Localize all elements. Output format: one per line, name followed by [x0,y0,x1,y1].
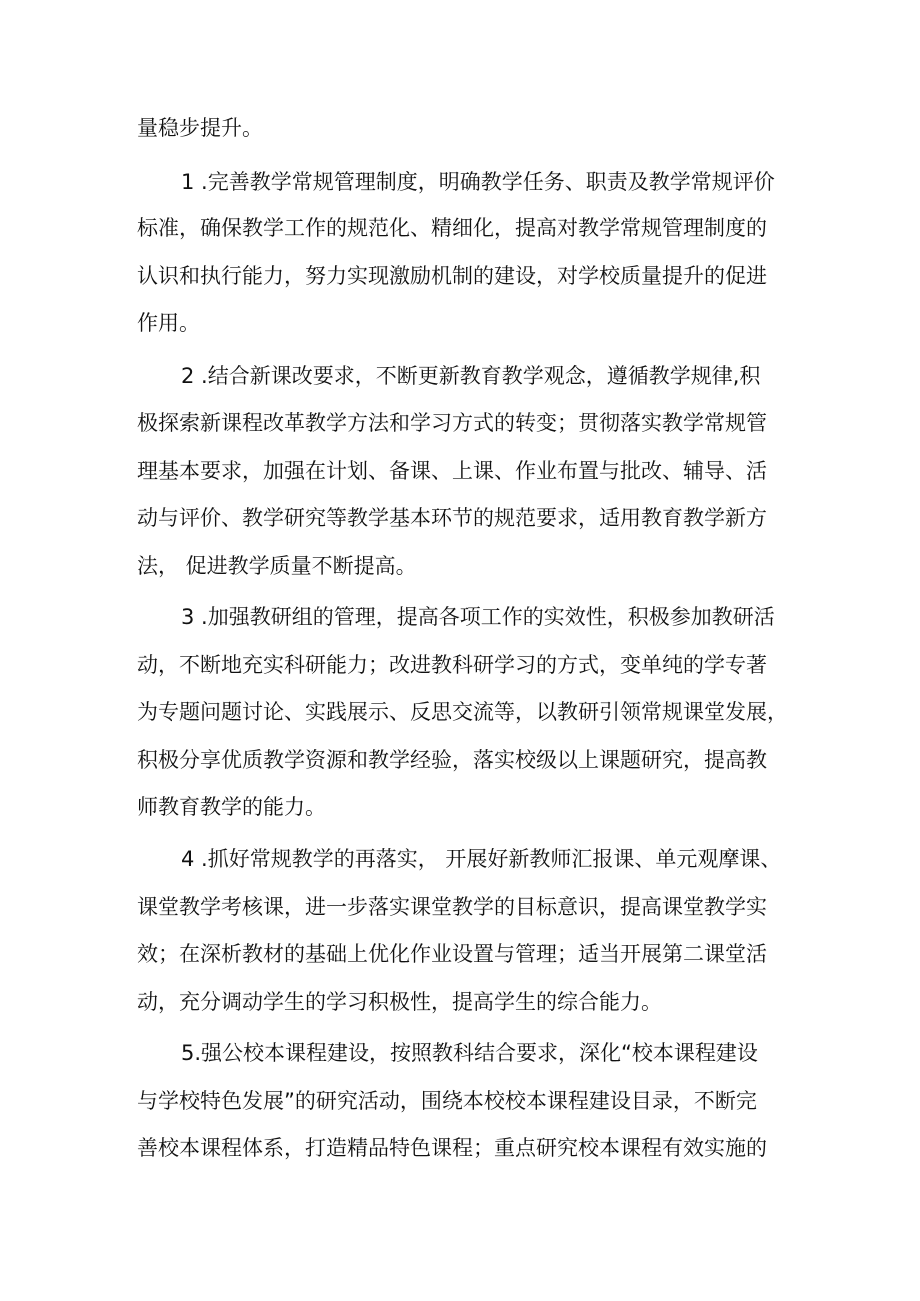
text-line: 积极分享优质教学资源和教学经验，落实校级以上课题研究，提高教 [137,748,767,772]
text-line: 动，不断地充实科研能力；改进教科研学习的方式，变单纯的学专著 [137,653,767,677]
text-line: 2 .结合新课改要求，不断更新教育教学观念，遵循教学规律,积 [181,364,761,388]
text-line: 动，充分调动学生的学习积极性，提高学生的综合能力。 [137,990,662,1014]
text-line: 量稳步提升。 [137,116,263,140]
text-line: 与学校特色发展”的研究活动，围绕本校校本课程建设目录，不断完 [137,1089,757,1113]
text-line: 为专题问题讨论、实践展示、反思交流等，以教研引领常规课堂发展， [137,700,788,724]
text-line: 善校本课程体系，打造精品特色课程；重点研究校本课程有效实施的 [137,1136,767,1160]
text-line: 1 .完善教学常规管理制度，明确教学任务、职责及教学常规评价 [181,170,775,194]
text-line: 理基本要求，加强在计划、备课、上课、作业布置与批改、辅导、活 [137,459,767,483]
text-line: 师教育教学的能力。 [137,795,326,819]
text-line: 3 .加强教研组的管理，提高各项工作的实效性，积极参加教研活 [181,605,775,629]
text-line: 4 .抓好常规教学的再落实， 开展好新教师汇报课、单元观摩课、 [181,847,782,871]
text-line: 课堂教学考核课，进一步落实课堂教学的目标意识，提高课堂教学实 [137,895,767,919]
text-line: 认识和执行能力，努力实现激励机制的建设，对学校质量提升的促进 [137,264,767,288]
text-line: 极探索新课程改革教学方法和学习方式的转变；贯彻落实教学常规管 [137,411,767,435]
text-line: 动与评价、教学研究等教学基本环节的规范要求，适用教育教学新方 [137,506,767,530]
text-line: 5.强公校本课程建设，按照教科结合要求，深化“校本课程建设 [181,1041,758,1065]
text-line: 标准，确保教学工作的规范化、精细化，提高对教学常规管理制度的 [137,216,767,240]
text-line: 法， 促进教学质量不断提高。 [137,554,417,578]
text-line: 作用。 [137,311,200,335]
text-line: 效；在深析教材的基础上优化作业设置与管理；适当开展第二课堂活 [137,942,767,966]
